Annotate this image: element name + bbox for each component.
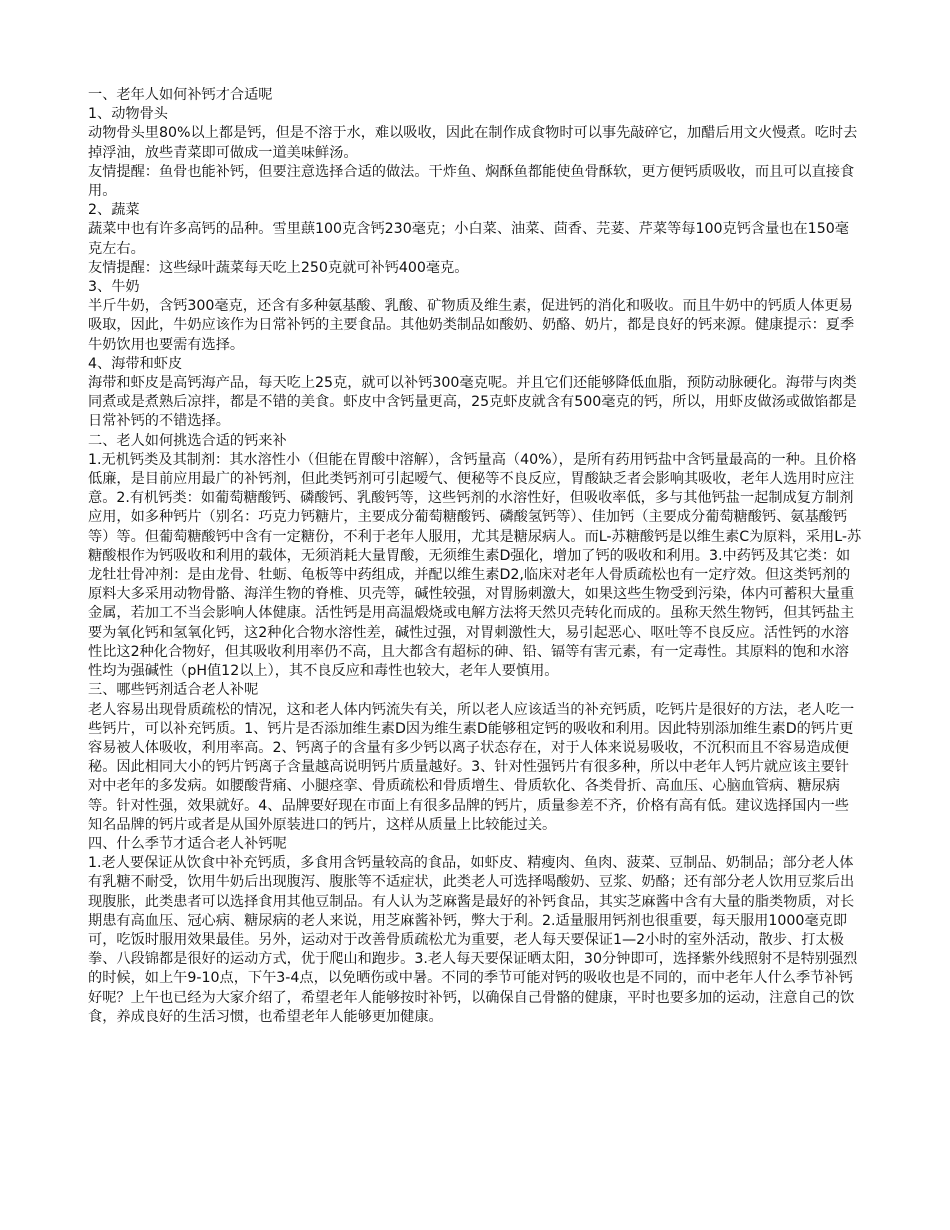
section-1-title: 一、老年人如何补钙才合适呢 <box>88 87 273 103</box>
paragraph-calcium-choice: 老人容易出现骨质疏松的情况，这和老人体内钙流失有关，所以老人应该适当的补充钙质，吃钙片是很好的方法，老人吃一些钙片，可以补充钙质。1、钙片是否添加维生素D因为维生素D能够租定钙的吸收和利用。因此特别添加维生素D的钙片更容易被人体吸收，利用率高。2、钙离子的含量有多少钙以离子状态存在，对于人体来说易吸收，不沉积而且不容易造成便秘。因此相同大小的钙片钙离子含量越高说明钙片质量越好。3、针对性强钙片有很多种，所以中老年人钙片就应该主要针对中老年的多发病。如腰酸背痛、小腿痉挛、骨质疏松和骨质增生、骨质软化、各类骨折、高血压、心脑血管病、糖尿病等。针对性强，效果就好。4、品牌要好现在市面上有很多品牌的钙片，质量参差不齐，价格有高有低。建议选择国内一些知名品牌的钙片或者是从国外原装进口的钙片，这样从质量上比较能过关。 <box>88 701 855 833</box>
paragraph-vegetables-tip: 友情提醒：这些绿叶蔬菜每天吃上250克就可补钙400毫克。 <box>88 259 469 276</box>
paragraph-calcium-types: 1.无机钙类及其制剂：其水溶性小（但能在胃酸中溶解），含钙量高（40%），是所有药用钙盐中含钙量最高的一种。且价格低廉，是目前应用最广的补钙剂，但此类钙剂可引起嗳气、便秘等不良反应，胃酸缺乏者会影响其吸收，老年人选用时应注意。2.有机钙类：如葡萄糖酸钙、磷酸钙、乳酸钙等，这些钙剂的水溶性好，但吸收率低，多与其他钙盐一起制成复方制剂应用，如多种钙片（别名：巧克力钙糖片，主要成分葡萄糖酸钙、磷酸氢钙等）、佳加钙（主要成分葡萄糖酸钙、氨基酸钙等）等。但葡萄糖酸钙中含有一定糖份，不利于老年人服用，尤其是糖尿病人。而L-苏糖酸钙是以维生素C为原料，采用L-苏糖酸根作为钙吸收和利用的载体，无须消耗大量胃酸，无须维生素D强化，增加了钙的吸收和利用。3.中药钙及其它类：如龙牡壮骨冲剂：是由龙骨、牡蛎、龟板等中药组成，并配以维生素D2,临床对老年人骨质疏松也有一定疗效。但这类钙剂的原料大多采用动物骨骼、海洋生物的脊椎、贝壳等，碱性较强，对胃肠刺激大，如果这些生物受到污染，体内可蓄积大量重金属，若加工不当会影响人体健康。活性钙是用高温煅烧或电解方法将天然贝壳转化而成的。虽称天然生物钙，但其钙盐主要为氧化钙和氢氧化钙，这2种化合物水溶性差，碱性过强，对胃刺激性大，易引起恶心、呕吐等不良反应。活性钙的水溶性比这2种化合物好，但其吸收利用率仍不高，且大都含有超标的砷、铅、镉等有害元素，有一定毒性。其原料的饱和水溶性均为强碱性（pH值12以上），其不良反应和毒性也较大，老年人要慎用。 <box>88 451 862 680</box>
section-3-title: 三、哪些钙剂适合老人补呢 <box>88 682 259 699</box>
paragraph-seaweed-shrimp: 海带和虾皮是高钙海产品，每天吃上25克，就可以补钙300毫克呢。并且它们还能够降低血脂，预防动脉硬化。海带与肉类同煮或是煮熟后凉拌，都是不错的美食。虾皮中含钙量更高，25克虾皮就含有500毫克的钙，所以，用虾皮做汤或做馅都是日常补钙的不错选择。 <box>88 375 857 430</box>
section-2-title: 二、老人如何挑选合适的钙来补 <box>88 432 287 449</box>
paragraph-bone-tip: 友情提醒：鱼骨也能补钙，但要注意选择合适的做法。干炸鱼、焖酥鱼都能使鱼骨酥软，更方便钙质吸收，而且可以直接食用。 <box>88 163 855 200</box>
section-4-title: 四、什么季节才适合老人补钙呢 <box>88 835 287 852</box>
subsection-1-4-title: 4、海带和虾皮 <box>88 355 183 372</box>
paragraph-calcium-season: 1.老人要保证从饮食中补充钙质，多食用含钙量较高的食品，如虾皮、精瘦肉、鱼肉、菠菜、豆制品、奶制品；部分老人体有乳糖不耐受，饮用牛奶后出现腹泻、腹胀等不适症状，此类老人可选择喝酸奶、豆浆、奶酪；还有部分老人饮用豆浆后出现腹胀，此类患者可以选择食用其他豆制品。有人认为芝麻酱是最好的补钙食品，其实芝麻酱中含有大量的脂类物质，对长期患有高血压、冠心病、糖尿病的老人来说，用芝麻酱补钙，弊大于利。2.适量服用钙剂也很重要，每天服用1000毫克即可，吃饭时服用效果最佳。另外，运动对于改善骨质疏松尤为重要，老人每天要保证1—2小时的室外活动，散步、打太极拳、八段锦都是很好的运动方式，优于爬山和跑步。3.老人每天要保证晒太阳，30分钟即可，选择紫外线照射不是特别强烈的时候，如上午9-10点，下午3-4点，以免晒伤或中暑。不同的季节可能对钙的吸收也是不同的，而中老年人什么季节补钙好呢？上午也已经为大家介绍了，希望老年人能够按时补钙，以确保自己骨骼的健康，平时也要多加的运动，注意自己的饮食，养成良好的生活习惯，也希望老年人能够更加健康。 <box>88 855 858 1025</box>
paragraph-milk: 半斤牛奶，含钙300毫克，还含有多种氨基酸、乳酸、矿物质及维生素，促进钙的消化和吸收。而且牛奶中的钙质人体更易吸取，因此，牛奶应该作为日常补钙的主要食品。其他奶类制品如酸奶、奶酪、奶片，都是良好的钙来源。健康提示：夏季牛奶饮用也要需有选择。 <box>88 298 855 353</box>
paragraph-vegetables: 蔬菜中也有许多高钙的品种。雪里蕻100克含钙230毫克；小白菜、油菜、茴香、芫荽、芹菜等每100克钙含量也在150毫克左右。 <box>88 221 849 257</box>
subsection-1-3-title: 3、牛奶 <box>88 279 140 296</box>
subsection-1-1-title: 1、动物骨头 <box>88 106 168 123</box>
subsection-1-2-title: 2、蔬菜 <box>88 202 140 219</box>
paragraph-bone: 动物骨头里80%以上都是钙，但是不溶于水，难以吸收，因此在制作成食物时可以事先敲碎它，加醋后用文火慢煮。吃时去掉浮油，放些青菜即可做成一道美味鲜汤。 <box>88 125 858 161</box>
